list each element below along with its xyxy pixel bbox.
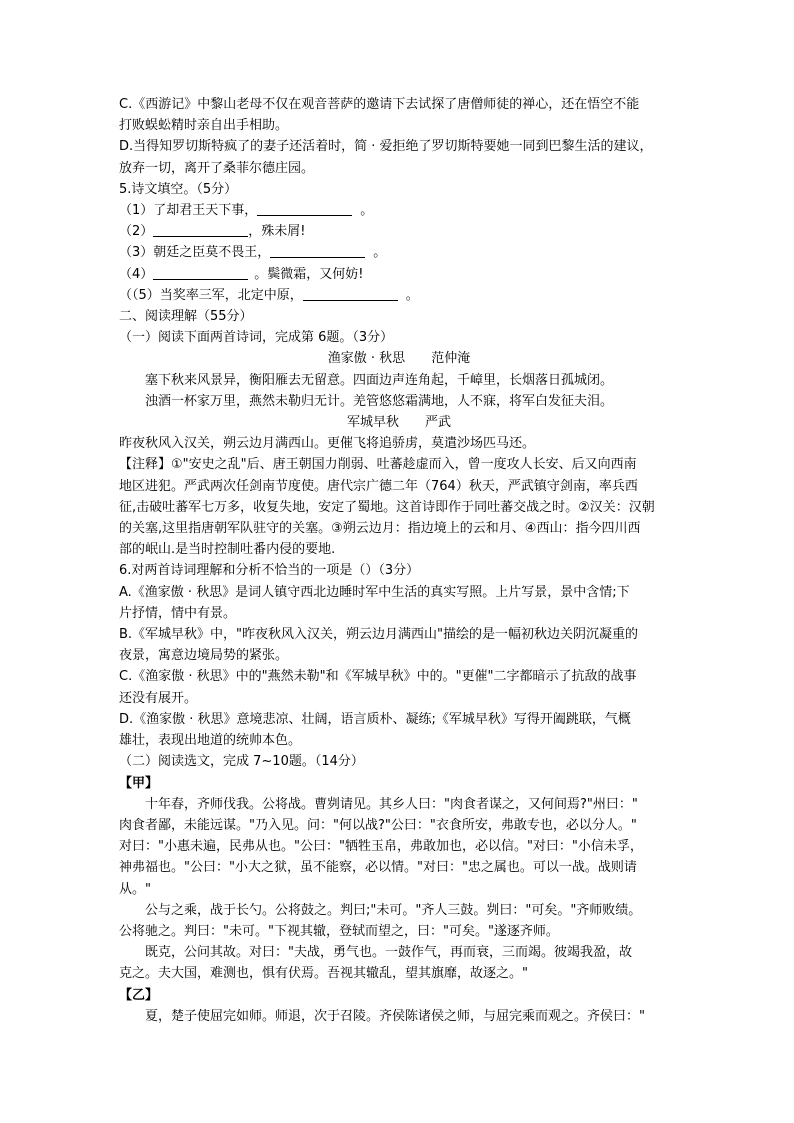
option-c: C.《渔家傲 · 秋思》中的"燕然未勒"和《军城早秋》中的。"更催"二字都暗示了抗敌的战事 [119, 669, 637, 685]
question-heading: 6.对两首诗词理解和分析不恰当的一项是（）（3分） [119, 563, 420, 579]
passage-line: 对曰："小惠未遍，民弗从也。"公曰："牺牲玉帛，弗敢加也，必以信。"对曰："小信未孚， [119, 839, 643, 855]
annotation-line: 的关塞,这里指唐朝军队驻守的关塞。③朔云边月：指边境上的云和月、④西山：指今四川西 [119, 521, 641, 537]
poem-title-line [119, 412, 679, 433]
annotation-line: 【注释】①"安史之乱"后、唐王朝国力削弱、吐蕃趁虚而入，曾一度攻人长安、后又向西南 [119, 457, 637, 473]
fill-text: （2） [119, 224, 154, 240]
answer-blank[interactable] [153, 222, 248, 237]
answer-blank[interactable] [303, 286, 398, 301]
option-b: B.《军城早秋》中，"昨夜秋风入汉关，朔云边月满西山"描绘的是一幅初秋边关阴沉凝重的 [119, 627, 639, 643]
poem-line: 塞下秋来风景异，衡阳雁去无留意。四面边声连角起，千嶂里，长烟落日孤城闭。 [145, 372, 614, 388]
text-line: D.当得知罗切斯特疯了的妻子还活着时，简 · 爱拒绝了罗切斯特要她一同到巴黎生活的建议， [119, 139, 653, 155]
text-line: 打败蜈蚣精时亲自出手相助。 [119, 118, 289, 134]
fill-blank-line [119, 242, 679, 263]
fill-text: ，殊未屑! [248, 224, 306, 240]
fill-text: （3）朝廷之臣莫不畏王， [119, 245, 271, 261]
poem-title-line [119, 348, 679, 369]
answer-blank[interactable] [257, 201, 352, 216]
option-a: A.《渔家傲 · 秋思》是词人镇守西北边睡时军中生活的真实写照。上片写景，景中含情;下 [119, 584, 630, 600]
poem-author: 严武 [425, 415, 452, 431]
passage-line: 既克，公问其故。对曰："夫战，勇气也。一鼓作气，再而衰，三而竭。彼竭我盈，故 [145, 945, 632, 961]
option-d: 雄壮，表现出地道的统帅本色。 [119, 733, 302, 749]
passage-line: 夏，楚子使屈完如师。师退，次于召陵。齐侯陈诸侯之师，与屈完乘而观之。齐侯曰：" [145, 1008, 645, 1024]
fill-blank-line [119, 221, 679, 242]
section-heading: （一）阅读下面两首诗词，完成第 6题。（3分） [119, 330, 394, 346]
poem-title: 军城早秋 [346, 415, 399, 431]
answer-blank[interactable] [270, 243, 365, 258]
option-c: 还没有展开。 [119, 690, 198, 706]
passage-label-jia: 【甲】 [119, 775, 159, 791]
fill-text: （4） [119, 266, 154, 282]
fill-text: （1）了却君王天下事， [119, 203, 258, 219]
fill-text: 。 [360, 203, 374, 219]
fill-text: 。 [373, 245, 387, 261]
passage-line: 神弗福也。"公曰："小大之狱，虽不能察，必以情。"对曰："忠之属也。可以一战。战则请 [119, 860, 637, 876]
section-heading: 二、阅读理解（55分） [119, 309, 253, 325]
option-b: 夜景，寓意边境局势的紧张。 [119, 648, 289, 664]
question-heading: 5.诗文填空。（5分） [119, 181, 238, 197]
option-d: D.《渔家傲 · 秋思》意境悲凉、壮阔，语言质朴、凝练;《军城早秋》写得开阖跳联，气概 [119, 711, 631, 727]
option-a: 片抒情，情中有景。 [119, 605, 237, 621]
passage-line: 克之。夫大国，难测也，惧有伏焉。吾视其辙乱，望其旗靡，故逐之。" [119, 966, 528, 982]
annotation-line: 地区进犯。严武两次任剑南节度使。唐代宗广德二年（764）秋天，严武镇守剑南，率兵西 [119, 478, 638, 494]
passage-line: 肉食者鄙，未能远谋。"乃入见。问："何以战?"公曰："衣食所安，弗敢专也，必以分人。" [119, 817, 637, 833]
fill-blank-line [119, 200, 679, 221]
poem-line: 昨夜秋风入汉关，朔云边月满西山。更催飞将追骄虏，莫遣沙场匹马还。 [119, 436, 536, 452]
fill-text: （（5）当奖率三军，北定中原， [119, 287, 303, 303]
passage-line: 公与之乘，战于长勺。公将鼓之。判曰;"未可。"齐人三鼓。刿曰："可矣。"齐师败绩。 [145, 902, 642, 918]
poem-author: 范仲淹 [431, 351, 471, 367]
fill-blank-line [119, 285, 679, 306]
text-line: C.《西游记》中黎山老母不仅在观音菩萨的邀请下去试探了唐僧师徒的禅心，还在悟空不能 [119, 97, 640, 112]
passage-line: 公将驰之。判曰："未可。"下视其辙，登轼而望之，曰："可矣。"遂逐齐师。 [119, 923, 559, 939]
passage-label-yi: 【乙】 [119, 987, 159, 1003]
annotation-line: 部的岷山.是当时控制吐番内侵的要地. [119, 542, 336, 558]
document-page [119, 94, 679, 1027]
fill-text: 。鬓微霜，又何妨! [254, 266, 364, 282]
annotation-line: 征,击破吐蕃军七万多，收复失地，安定了蜀地。这首诗即作于同吐蕃交战之时。②汉关：汉朝 [119, 499, 655, 515]
answer-blank[interactable] [153, 265, 248, 280]
text-line: 放弃一切，离开了桑菲尔德庄园。 [119, 160, 315, 176]
passage-line: 从。" [119, 881, 151, 897]
passage-line: 十年春，齐师伐我。公将战。曹刿请见。其乡人曰："肉食者谋之，又何间焉?"州曰：" [145, 796, 638, 812]
fill-blank-line [119, 264, 679, 285]
poem-line: 浊酒一杯家万里，燕然未勒归无计。羌管悠悠霜满地，人不寐，将军白发征夫泪。 [145, 393, 614, 409]
section-heading: （二）阅读选文，完成 7~10题。（14分） [119, 754, 364, 770]
poem-title: 渔家傲 · 秋思 [327, 351, 406, 367]
fill-text: 。 [405, 287, 419, 303]
